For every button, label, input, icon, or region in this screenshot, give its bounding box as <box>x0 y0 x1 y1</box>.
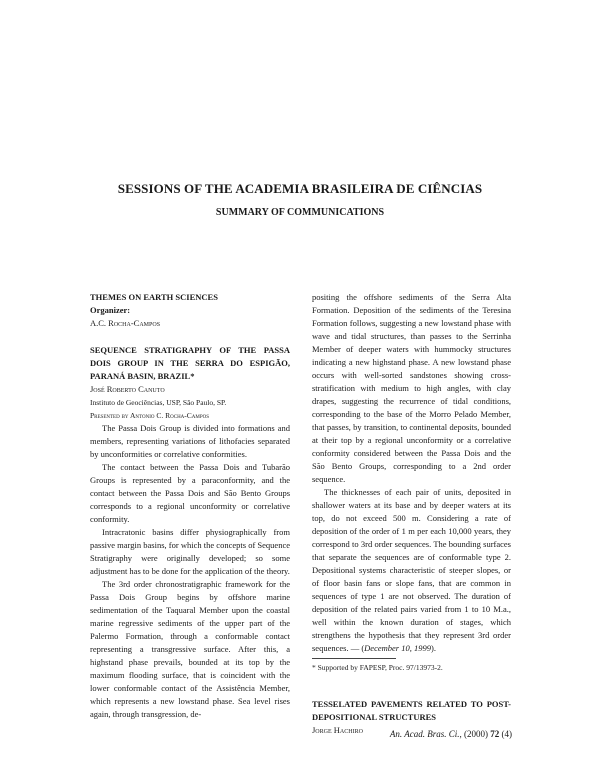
paragraph: The 3rd order chronostratigraphic framework for the Passa Dois Group begins by offshore marine sedimentation of the Taquaral Member upon the coastal marine regressive sediments of the upper part of the Palermo Formation, through a conformable contact representing a transgressive surface. After this, a highstand phase prevails, bounded at its top by the maximum flooding surface, that is coincident with the lower conformable contact of the Assistência Member, which represents a new lowstand phase. Sea level rises again, through transgression, de- <box>90 579 290 719</box>
article2-title: TESSELATED PAVEMENTS RELATED TO POST-DEPOSITIONAL STRUCTURES <box>312 699 511 722</box>
right-column <box>312 291 511 737</box>
page-subtitle: SUMMARY OF COMMUNICATIONS <box>215 207 385 218</box>
journal-issue: (4) <box>499 729 512 739</box>
page-title: SESSIONS OF THE ACADEMIA BRASILEIRA DE CIÊNCIAS <box>117 181 483 196</box>
paragraph: Intracratonic basins differ physiographically from passive margin basins, for which the concepts of Sequence Stratigraphy were originally developed; so some adjustment has to be done for the application of the theory. <box>90 527 290 576</box>
footnote-rule <box>312 658 396 659</box>
journal-footer <box>390 729 512 739</box>
article-author: José Roberto Canuto <box>90 384 165 394</box>
organizer-label: Organizer: <box>90 305 131 315</box>
footnote: * Supported by FAPESP, Proc. 97/13973-2. <box>312 663 443 672</box>
paragraph: The contact between the Passa Dois and Tubarão Groups is represented by a paraconformity, and the contact between the Passa Dois and São Bento Groups corresponds to a regional unconformity or correlative conformity. <box>90 462 290 524</box>
paragraph: positing the offshore sediments of the Serra Alta Formation. Deposition of the sediments of the Teresina Formation follows, suggesting a new lowstand phase with wave and tidal structures, than passes to the Serrinha Member of deeper waters with hummocky structures indicating a new highstand phase. A new lowstand phase occurs with well-sorted sandstones showing cross-stratification with medium to high angles, with clay drapes, suggesting the recurrence of tidal conditions, corresponding to the base of the Morro Pelado Member, that passes, by transition, to continental deposits, bounded at their top by a regional unconformity or a correlative conformity considered between the Passa Dois and the São Bento Groups, corresponding to a 2nd order sequence. <box>312 292 511 484</box>
journal-volume: 72 <box>490 729 500 739</box>
submission-date: December 10, 1999 <box>364 643 431 653</box>
paragraph-end: ). <box>430 643 436 653</box>
presented-by: Presented by Antonio C. Rocha-Campos <box>90 411 210 420</box>
paragraph-text: The thicknesses of each pair of units, deposited in shallower waters at its base and by deeper waters at its top, do not exceed 500 m. Considering a rate of deposition of the order of 1 m per each 10,000 years, they correspond to 3rd order sequences. The bounding surfaces that separate the sequences are of conformable type 2. Depositional systems characteristic of steeper slopes, or of floor basin fans or slope fans, that are common in sequences of type 1 are not observed. The duration of deposition of the related pairs varied from 1 to 10 M.a., well within the known duration of stages, which strengthens the hypothesis that they represent 3rd order sequences. — ( <box>312 487 511 653</box>
section-heading: THEMES ON EARTH SCIENCES <box>90 292 218 302</box>
article2-author: Jorge Hachiro <box>312 725 363 735</box>
author-affiliation: Instituto de Geociências, USP, São Paulo, SP. <box>90 398 227 407</box>
paragraph <box>312 486 511 655</box>
journal-name: An. Acad. Bras. Ci. <box>389 729 460 739</box>
paragraph: The Passa Dois Group is divided into formations and members, representing variations of lithofacies separated by unconformities or correlative conformities. <box>90 423 290 459</box>
organizer-name: A.C. Rocha-Campos <box>90 318 161 328</box>
left-column <box>90 291 290 721</box>
journal-year: , (2000) <box>459 729 491 739</box>
article-title: SEQUENCE STRATIGRAPHY OF THE PASSA DOIS GROUP IN THE SERRA DO ESPIGÃO, PARANÁ BASIN, BRAZIL* <box>90 345 290 381</box>
